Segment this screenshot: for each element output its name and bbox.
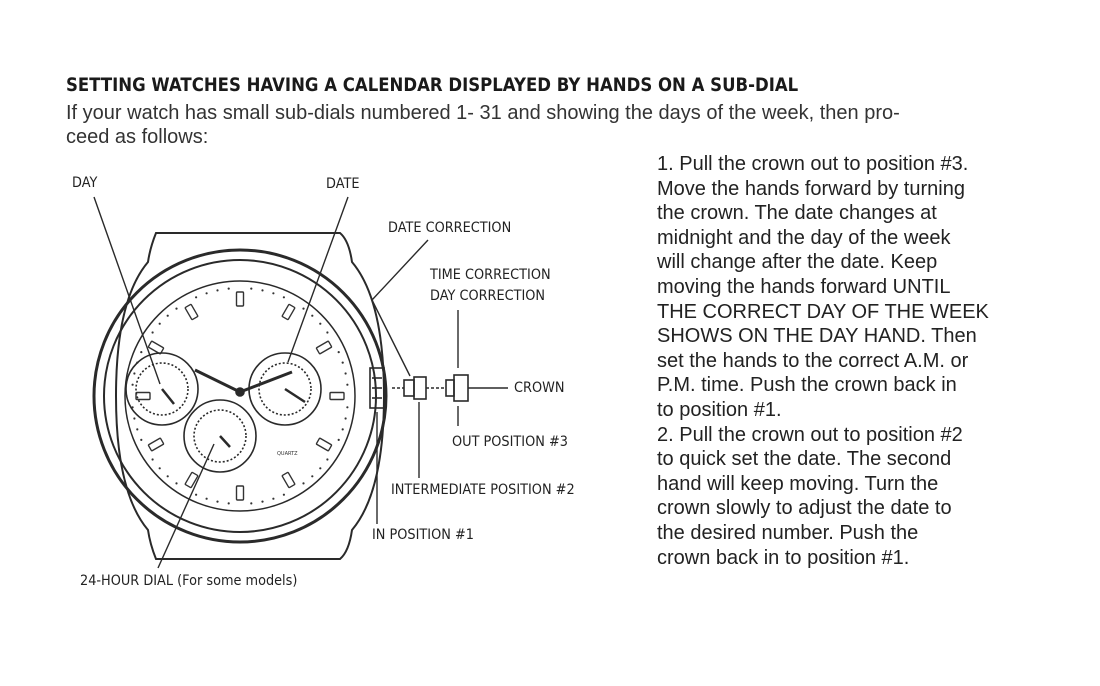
step-line: THE CORRECT DAY OF THE WEEK <box>657 300 989 323</box>
minute-dot <box>283 296 285 298</box>
hour-marker <box>185 472 198 488</box>
minute-dot <box>152 331 154 333</box>
hour-marker <box>316 341 332 354</box>
minute-dot <box>175 482 177 484</box>
minute-dot <box>152 458 154 460</box>
minute-dot <box>272 498 274 500</box>
minute-dot <box>342 362 344 364</box>
step-line: moving the hands forward UNTIL <box>657 275 951 298</box>
hour-marker <box>282 472 295 488</box>
minute-dot <box>261 501 263 503</box>
label-out-position: OUT POSITION #3 <box>452 434 568 450</box>
label-intermediate-position: INTERMEDIATE POSITION #2 <box>391 482 575 498</box>
step-line: crown slowly to adjust the date to <box>657 497 952 520</box>
minute-dot <box>345 372 347 374</box>
minute-dot <box>272 292 274 294</box>
minute-dot <box>326 331 328 333</box>
minute-dot <box>346 406 348 408</box>
hour-marker <box>136 393 150 400</box>
minute-dot <box>216 289 218 291</box>
hour-hand <box>195 370 240 392</box>
step-line: to position #1. <box>657 398 782 421</box>
step-line: P.M. time. Push the crown back in <box>657 374 957 397</box>
hour-marker <box>237 486 244 500</box>
minute-dot <box>216 501 218 503</box>
minute-dot <box>338 351 340 353</box>
minute-dot <box>283 494 285 496</box>
minute-dot <box>319 467 321 469</box>
minute-dot <box>167 315 169 317</box>
minute-dot <box>140 439 142 441</box>
minute-dot <box>326 458 328 460</box>
step-line: set the hands to the correct A.M. or <box>657 349 969 372</box>
leader-day <box>94 197 160 384</box>
minute-dot <box>132 384 134 386</box>
minute-dot <box>228 502 230 504</box>
hour-marker <box>316 438 332 451</box>
minute-dot <box>175 308 177 310</box>
label-date: DATE <box>326 176 360 192</box>
minute-dot <box>338 439 340 441</box>
label-24-hour-dial: 24-HOUR DIAL (For some models) <box>80 573 298 589</box>
minute-dot <box>319 323 321 325</box>
minute-dot <box>345 417 347 419</box>
step-line: midnight and the day of the week <box>657 226 951 249</box>
date-subdial <box>249 353 321 425</box>
label-in-position: IN POSITION #1 <box>372 527 474 543</box>
hour-marker <box>148 438 164 451</box>
section-heading: SETTING WATCHES HAVING A CALENDAR DISPLAYED BY HANDS ON A SUB-DIAL <box>66 74 799 96</box>
minute-dot <box>195 296 197 298</box>
step-line: 1. Pull the crown out to position #3. <box>657 153 969 175</box>
minute-dot <box>133 372 135 374</box>
minute-dot <box>250 288 252 290</box>
label-day-correction: DAY CORRECTION <box>430 288 546 304</box>
minute-dot <box>346 384 348 386</box>
label-day: DAY <box>72 175 98 191</box>
label-time-correction: TIME CORRECTION <box>430 267 551 283</box>
minute-dot <box>228 288 230 290</box>
minute-dot <box>302 308 304 310</box>
label-date-correction: DATE CORRECTION <box>388 220 512 236</box>
minute-dot <box>195 494 197 496</box>
minute-dot <box>140 351 142 353</box>
step-line: to quick set the date. The second <box>657 448 952 471</box>
hour-marker <box>282 304 295 320</box>
minute-dot <box>302 482 304 484</box>
step-line: SHOWS ON THE DAY HAND. Then <box>657 325 977 348</box>
minute-dot <box>311 315 313 317</box>
24-hour-subdial <box>184 400 256 472</box>
intro-line-2: ceed as follows: <box>66 126 209 148</box>
minute-dot <box>311 475 313 477</box>
intro-line-1: If your watch has small sub-dials numbered 1- 31 and showing the days of the week, then pro- <box>66 102 900 124</box>
case-crown <box>370 368 384 408</box>
quartz-mark: QUARTZ <box>277 451 298 457</box>
minute-dot <box>133 417 135 419</box>
minute-dot <box>250 502 252 504</box>
minute-dot <box>206 292 208 294</box>
hour-marker <box>185 304 198 320</box>
step-line: hand will keep moving. Turn the <box>657 472 939 495</box>
instruction-steps <box>657 152 1077 570</box>
step-line: the desired number. Push the <box>657 521 919 544</box>
hour-marker <box>330 393 344 400</box>
step-line: Move the hands forward by turning <box>657 177 965 200</box>
hour-marker <box>148 341 164 354</box>
step-line: will change after the date. Keep <box>657 251 938 274</box>
label-crown: CROWN <box>514 380 565 396</box>
step-line: the crown. The date changes at <box>657 202 937 225</box>
hour-marker <box>237 292 244 306</box>
minute-dot <box>167 475 169 477</box>
step-line: 2. Pull the crown out to position #2 <box>657 423 963 446</box>
day-subdial <box>126 353 198 425</box>
minute-dot <box>136 428 138 430</box>
minute-dot <box>159 323 161 325</box>
crown-position-diagram <box>392 375 508 401</box>
minute-dot <box>342 428 344 430</box>
minute-dot <box>206 498 208 500</box>
minute-dot <box>159 467 161 469</box>
step-line: crown back in to position #1. <box>657 546 910 569</box>
minute-dot <box>261 289 263 291</box>
minute-hand <box>240 372 292 392</box>
